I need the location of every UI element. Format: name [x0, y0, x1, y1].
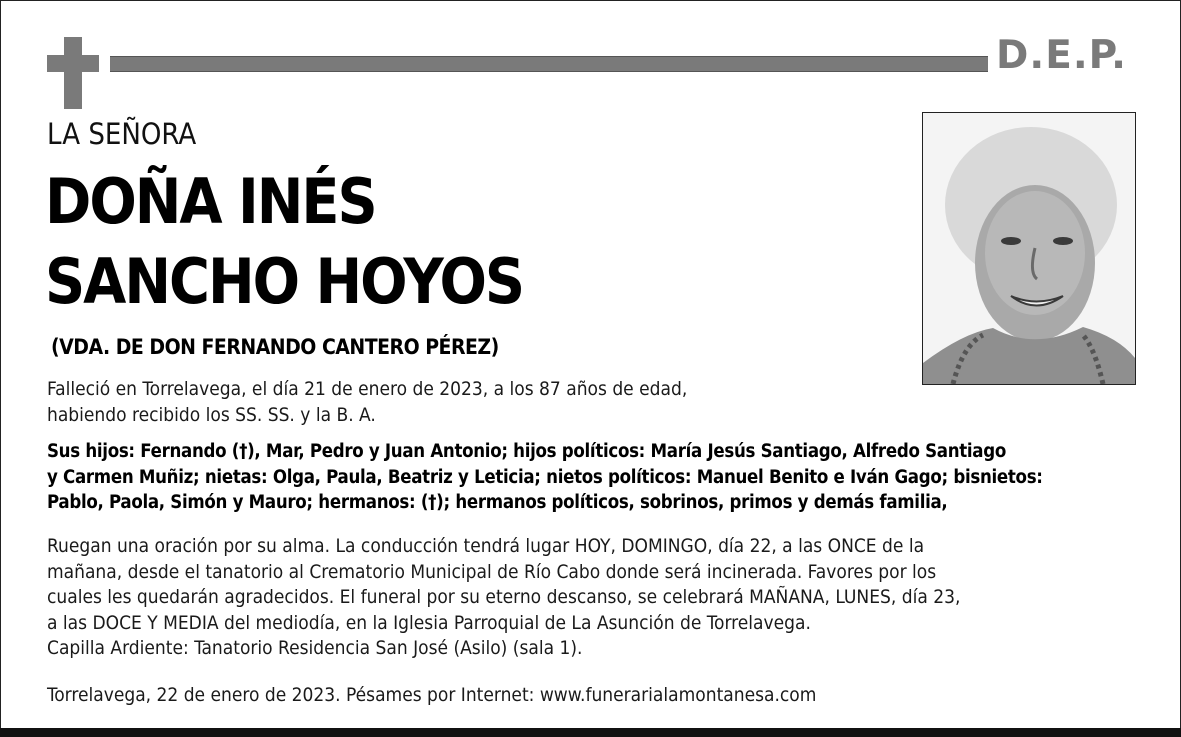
dep-label: D.E.P.: [996, 33, 1127, 78]
cross-icon-arm: [47, 55, 99, 72]
footer-line: Torrelavega, 22 de enero de 2023. Pésames por Internet: www.funerarialamontanesa.com: [47, 684, 817, 706]
header-rule: [110, 56, 988, 72]
widow-of: (VDA. DE DON FERNANDO CANTERO PÉREZ): [51, 335, 499, 359]
deceased-name-line1: DOÑA INÉS: [45, 165, 376, 238]
portrait-photo: [922, 112, 1136, 385]
deceased-name-line2: SANCHO HOYOS: [45, 245, 524, 318]
cross-icon: [64, 37, 82, 109]
bottom-border: [0, 728, 1181, 737]
family-list: Sus hijos: Fernando (†), Mar, Pedro y Juan Antonio; hijos políticos: María Jesús Santiago, Alfredo Santiago y Carmen Muñiz; nietas: Olga, Paula, Beatriz y Leticia; nietos políticos: Manuel Benito e Iván Gago; bisnietos: Pablo, Paola, Simón y Mauro; hermanos: (†); hermanos políticos, sobrinos, primos y demás familia,: [47, 441, 1043, 514]
title-prefix: LA SEÑORA: [47, 117, 197, 151]
death-notice: Falleció en Torrelavega, el día 21 de enero de 2023, a los 87 años de edad, habiendo recibido los SS. SS. y la B. A.: [47, 378, 688, 426]
portrait-image: [923, 113, 1135, 384]
service-details: Ruegan una oración por su alma. La conducción tendrá lugar HOY, DOMINGO, día 22, a las ONCE de la mañana, desde el tanatorio al Crematorio Municipal de Río Cabo donde será incinerada. Favores por los cuales les quedarán agradecidos. El funeral por su eterno descanso, se celebrará MAÑANA, LUNES, día 23, a las DOCE Y MEDIA del mediodía, en la Iglesia Parroquial de La Asunción de Torrelavega. Capilla Ardiente: Tanatorio Residencia San José (Asilo) (sala 1).: [47, 535, 961, 660]
